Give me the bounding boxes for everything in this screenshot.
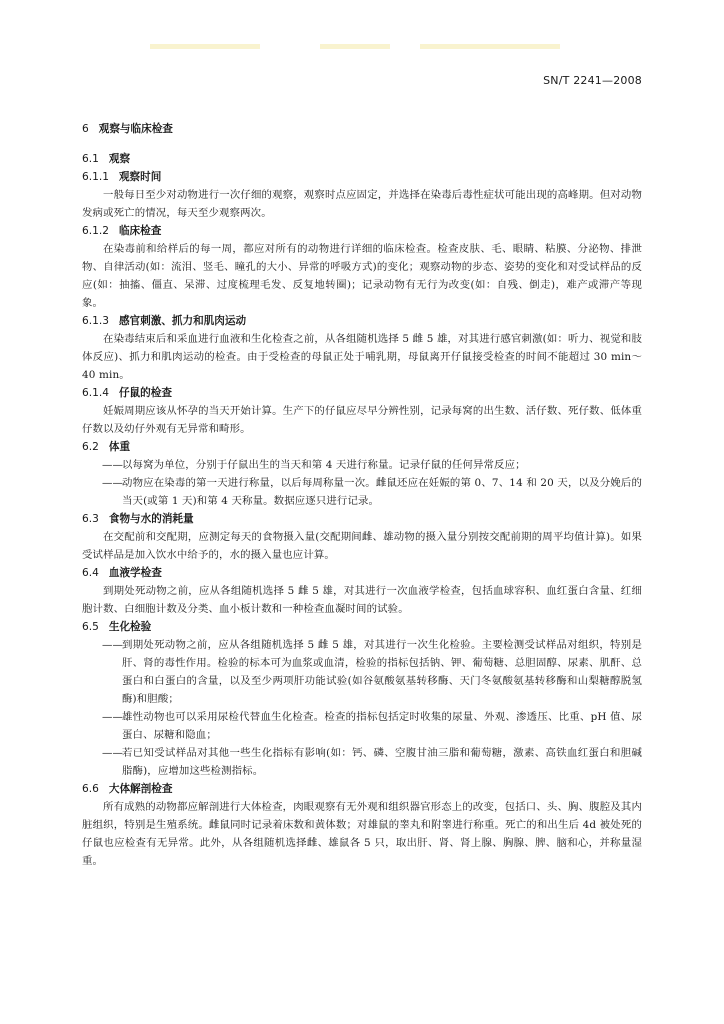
heading-6-1: 6.1 观察 — [82, 153, 131, 165]
standard-code: SN/T 2241—2008 — [543, 74, 642, 87]
dash-item: —— 动物应在染毒的第一天进行称量，以后每周称量一次。雌鼠还应在妊娠的第 0、7、14 和 20 天，以及分娩后的当天(或第 1 天)和第 4 天称量。数据应逐只进行记录。 — [102, 477, 642, 507]
heading-6-6: 6.6 大体解剖检查 — [82, 783, 173, 795]
paragraph-6-1-4: 妊娠周期应该从怀孕的当天开始计算。生产下的仔鼠应尽早分辨性别，记录每窝的出生数、活仔数、死仔数、低体重仔数以及幼仔外观有无异常和畸形。 — [82, 405, 642, 435]
section-heading: 6 观察与临床检查 — [82, 123, 173, 135]
heading-6-4: 6.4 血液学检查 — [82, 567, 162, 579]
paragraph-6-1-2: 在染毒前和给样后的每一周，都应对所有的动物进行详细的临床检查。检查皮肤、毛、眼睛、粘膜、分泌物、排泄物、自律活动(如：流泪、竖毛、瞳孔的大小、异常的呼吸方式)的变化；观察动物的步态、姿势的变化和对受试样品的反应(如：抽搐、僵直、呆滞、过度梳理毛发、反复地转圈)；记录动物有无行为改变(如：自残、倒走)，难产或滞产等现象。 — [82, 243, 642, 309]
dash-item: —— 到期处死动物之前，应从各组随机选择 5 雌 5 雄，对其进行一次生化检验。主要检测受试样品对组织，特别是肝、肾的毒性作用。检验的标本可为血浆或血清，检验的指标包括钠、钾、葡萄糖、总胆固醇、尿素、肌酐、总蛋白和白蛋白的含量，以及至少两项肝功能试验(如谷氨酸氨基转移酶、天门冬氨酸氨基转移酶和山梨糖醇脱氢酶)和胆酸； — [102, 639, 642, 705]
paragraph-6-1-3: 在染毒结束后和采血进行血液和生化检查之前，从各组随机选择 5 雌 5 雄，对其进行感官刺激(如：听力、视觉和肢体反应)、抓力和肌肉运动的检查。由于受检查的母鼠正处于哺乳期，母鼠离开仔鼠接受检查的时间不能超过 30 min～40 min。 — [82, 333, 642, 381]
heading-6-1-4: 6.1.4 仔鼠的检查 — [82, 387, 172, 399]
dash-item: —— 以每窝为单位，分别于仔鼠出生的当天和第 4 天进行称量。记录仔鼠的任何异常反应； — [102, 459, 526, 471]
heading-6-1-3: 6.1.3 感官刺激、抓力和肌肉运动 — [82, 315, 247, 327]
scan-artifact-strip — [150, 44, 590, 54]
document-body — [82, 120, 642, 870]
paragraph-6-1-1: 一般每日至少对动物进行一次仔细的观察，观察时点应固定，并选择在染毒后毒性症状可能出现的高峰期。但对动物发病或死亡的情况，每天至少观察两次。 — [82, 189, 642, 219]
heading-6-5: 6.5 生化检验 — [82, 621, 152, 633]
paragraph-6-3: 在交配前和交配期，应测定每天的食物摄入量(交配期间雌、雄动物的摄入量分别按交配前期的周平均值计算)。如果受试样品是加入饮水中给予的，水的摄入量也应计算。 — [82, 531, 642, 561]
heading-6-2: 6.2 体重 — [82, 441, 131, 453]
heading-6-1-2: 6.1.2 临床检查 — [82, 225, 162, 237]
paragraph-6-6: 所有成熟的动物都应解剖进行大体检查，肉眼观察有无外观和组织器官形态上的改变，包括口、头、胸、腹腔及其内脏组织，特别是生殖系统。雌鼠同时记录着床数和黄体数；对雄鼠的睾丸和附睾进行称重。死亡的和出生后 4d 被处死的仔鼠也应检查有无异常。此外，从各组随机选择雌、雄鼠各 5 只，取出肝、肾、肾上腺、胸腺、脾、脑和心，并称量湿重。 — [82, 801, 642, 867]
heading-6-3: 6.3 食物与水的消耗量 — [82, 513, 194, 525]
dash-item: —— 若已知受试样品对其他一些生化指标有影响(如：钙、磷、空腹甘油三脂和葡萄糖，激素、高铁血红蛋白和胆碱脂酶)，应增加这些检测指标。 — [102, 747, 642, 777]
heading-6-1-1: 6.1.1 观察时间 — [82, 171, 162, 183]
paragraph-6-4: 到期处死动物之前，应从各组随机选择 5 雌 5 雄，对其进行一次血液学检查，包括血球容积、血红蛋白含量、红细胞计数、白细胞计数及分类、血小板计数和一种检查血凝时间的试验。 — [82, 585, 642, 615]
dash-item: —— 雄性动物也可以采用尿检代替血生化检查。检查的指标包括定时收集的尿量、外观、渗透压、比重、pH 值、尿蛋白、尿糖和隐血； — [102, 711, 642, 741]
